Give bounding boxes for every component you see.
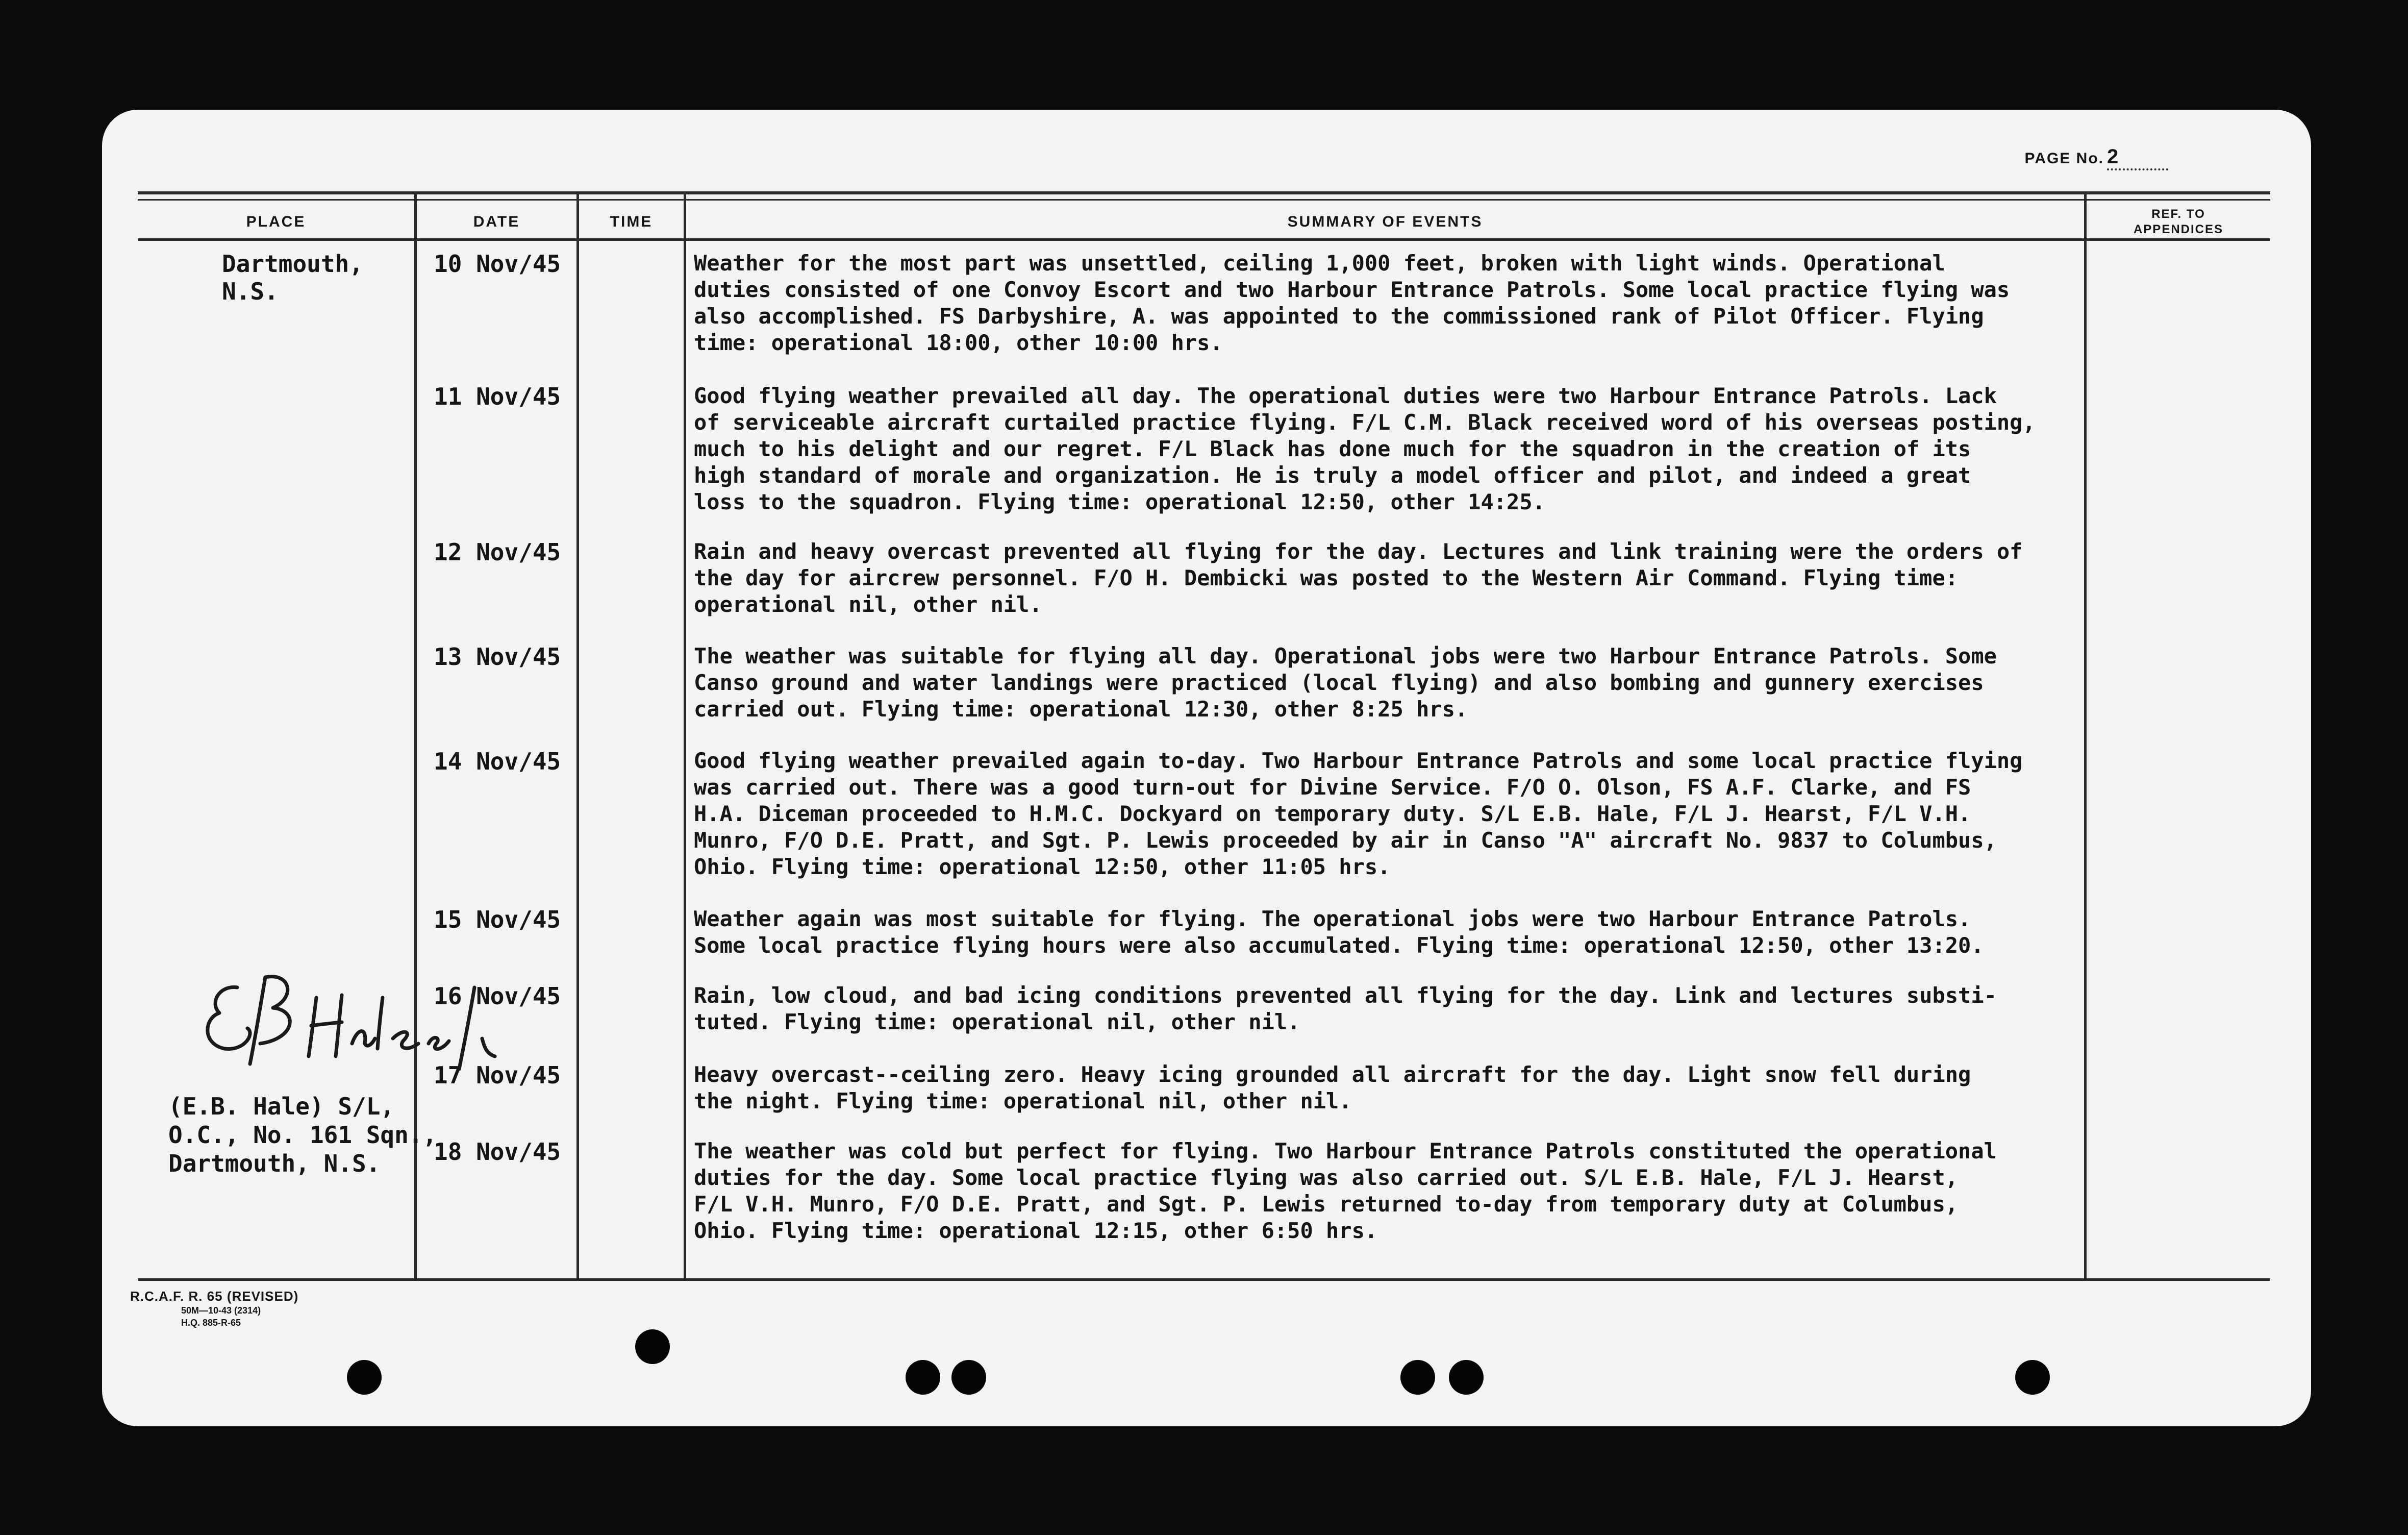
col-rule-date-time xyxy=(576,194,579,1278)
entry-line: Heavy overcast--ceiling zero. Heavy icing grounded all aircraft for the day. Light snow fell during xyxy=(694,1062,1971,1087)
header-rule-top xyxy=(138,191,2270,194)
entry-date: 14 Nov/45 xyxy=(434,748,561,775)
entry-summary xyxy=(694,538,2081,618)
form-hq-code: H.Q. 885-R-65 xyxy=(181,1318,241,1328)
place-cell: Dartmouth, N.S. xyxy=(222,250,363,305)
entry-line: Weather for the most part was unsettled, ceiling 1,000 feet, broken with light winds. Operational xyxy=(694,251,1945,276)
entry-line: operational nil, other nil. xyxy=(694,592,1042,617)
entry-line: Rain and heavy overcast prevented all flying for the day. Lectures and link training were the orders of xyxy=(694,539,2023,564)
entry-summary xyxy=(694,250,2081,356)
page-number xyxy=(2025,145,2168,170)
punch-hole xyxy=(906,1360,940,1395)
entry-line: The weather was suitable for flying all day. Operational jobs were two Harbour Entrance Patrols. Some xyxy=(694,643,1997,669)
entry-summary xyxy=(694,383,2081,515)
ref-header-line2: APPENDICES xyxy=(2133,222,2224,236)
entry-line: much to his delight and our regret. F/L Black has done much for the squadron in the creation of its xyxy=(694,436,1971,461)
punch-hole xyxy=(1400,1360,1435,1395)
entry-line: of serviceable aircraft curtailed practice flying. F/L C.M. Black received word of his overseas posting, xyxy=(694,410,2036,435)
entry-line: Some local practice flying hours were also accumulated. Flying time: operational 12:50, other 13:20. xyxy=(694,933,1984,958)
entry-line: the night. Flying time: operational nil, other nil. xyxy=(694,1088,1352,1113)
entry-line: F/L V.H. Munro, F/O D.E. Pratt, and Sgt. P. Lewis returned to-day from temporary duty at Columbus, xyxy=(694,1192,1959,1217)
entry-summary xyxy=(694,643,2081,723)
entry-line: Good flying weather prevailed all day. The operational duties were two Harbour Entrance Patrols. Lack xyxy=(694,383,1997,408)
column-header-ref xyxy=(2087,199,2270,245)
punch-hole xyxy=(635,1329,670,1364)
signature-line: (E.B. Hale) S/L, xyxy=(168,1093,395,1120)
form-footer xyxy=(130,1289,298,1329)
punch-hole xyxy=(1449,1360,1484,1395)
entry-line: Munro, F/O D.E. Pratt, and Sgt. P. Lewis proceeded by air in Canso "A" aircraft No. 9837 to Columbus, xyxy=(694,828,1997,853)
entry-line: Canso ground and water landings were practiced (local flying) and also bombing and gunnery exercises xyxy=(694,670,1984,695)
entry-summary xyxy=(694,1138,2081,1244)
column-header-time: TIME xyxy=(610,213,653,230)
ref-header-line1: REF. TO xyxy=(2151,207,2205,221)
entry-line: high standard of morale and organization. He is truly a model officer and pilot, and indeed a great xyxy=(694,463,1971,488)
entry-date: 10 Nov/45 xyxy=(434,250,561,278)
entry-date: 15 Nov/45 xyxy=(434,906,561,933)
diary-page xyxy=(102,110,2311,1426)
entry-line: also accomplished. FS Darbyshire, A. was appointed to the commissioned rank of Pilot Officer. Flying xyxy=(694,304,1984,329)
entry-line: was carried out. There was a good turn-out for Divine Service. F/O O. Olson, FS A.F. Clarke, and FS xyxy=(694,775,1971,800)
punch-hole xyxy=(347,1360,382,1395)
column-header-place: PLACE xyxy=(246,213,306,230)
entry-date: 16 Nov/45 xyxy=(434,982,561,1010)
form-number: R.C.A.F. R. 65 (REVISED) xyxy=(130,1289,299,1304)
entry-date: 12 Nov/45 xyxy=(434,538,561,566)
col-rule-time-summary xyxy=(684,194,686,1278)
signature-line: Dartmouth, N.S. xyxy=(168,1150,381,1177)
entry-line: Ohio. Flying time: operational 12:15, other 6:50 hrs. xyxy=(694,1218,1378,1243)
entry-line: H.A. Diceman proceeded to H.M.C. Dockyard on temporary duty. S/L E.B. Hale, F/L J. Hearst, F/L V.H. xyxy=(694,801,1971,826)
page-number-label: PAGE No. xyxy=(2024,150,2104,167)
handwritten-signature xyxy=(189,967,515,1084)
entry-summary xyxy=(694,1061,2081,1115)
entry-line: duties consisted of one Convoy Escort and two Harbour Entrance Patrols. Some local practice flying was xyxy=(694,277,2010,302)
column-header-summary: SUMMARY OF EVENTS xyxy=(1287,213,1483,230)
entry-line: time: operational 18:00, other 10:00 hrs. xyxy=(694,330,1223,355)
entry-line: loss to the squadron. Flying time: operational 12:50, other 14:25. xyxy=(694,489,1545,514)
entry-line: carried out. Flying time: operational 12:30, other 8:25 hrs. xyxy=(694,697,1468,722)
entry-summary xyxy=(694,906,2081,959)
column-header-date: DATE xyxy=(473,213,520,230)
entry-line: the day for aircrew personnel. F/O H. Dembicki was posted to the Western Air Command. Flying time: xyxy=(694,565,1959,590)
page-number-value: 2 xyxy=(2107,145,2168,170)
entry-summary xyxy=(694,982,2081,1035)
entry-date: 11 Nov/45 xyxy=(434,383,561,410)
signature-line: O.C., No. 161 Sqn., xyxy=(168,1121,437,1149)
entry-line: The weather was cold but perfect for flying. Two Harbour Entrance Patrols constituted the operational xyxy=(694,1138,1997,1163)
table-bottom-rule xyxy=(138,1278,2270,1281)
punch-hole xyxy=(2015,1360,2050,1395)
entry-date: 18 Nov/45 xyxy=(434,1138,561,1166)
entry-summary xyxy=(694,748,2081,880)
entry-line: Ohio. Flying time: operational 12:50, other 11:05 hrs. xyxy=(694,854,1391,879)
entry-date: 17 Nov/45 xyxy=(434,1061,561,1089)
signature-block xyxy=(168,1092,437,1178)
form-print-code: 50M—10-43 (2314) xyxy=(181,1305,261,1316)
entry-line: tuted. Flying time: operational nil, other nil. xyxy=(694,1009,1300,1034)
col-rule-summary-ref xyxy=(2084,194,2087,1278)
entry-line: Rain, low cloud, and bad icing conditions prevented all flying for the day. Link and lectures substi- xyxy=(694,983,1997,1008)
entry-date: 13 Nov/45 xyxy=(434,643,561,671)
entry-line: Weather again was most suitable for flying. The operational jobs were two Harbour Entrance Patrols. xyxy=(694,906,1971,931)
entry-line: Good flying weather prevailed again to-day. Two Harbour Entrance Patrols and some local practice flying xyxy=(694,748,2023,773)
entry-line: duties for the day. Some local practice flying was also carried out. S/L E.B. Hale, F/L J. Hearst, xyxy=(694,1165,1959,1190)
punch-hole xyxy=(951,1360,986,1395)
